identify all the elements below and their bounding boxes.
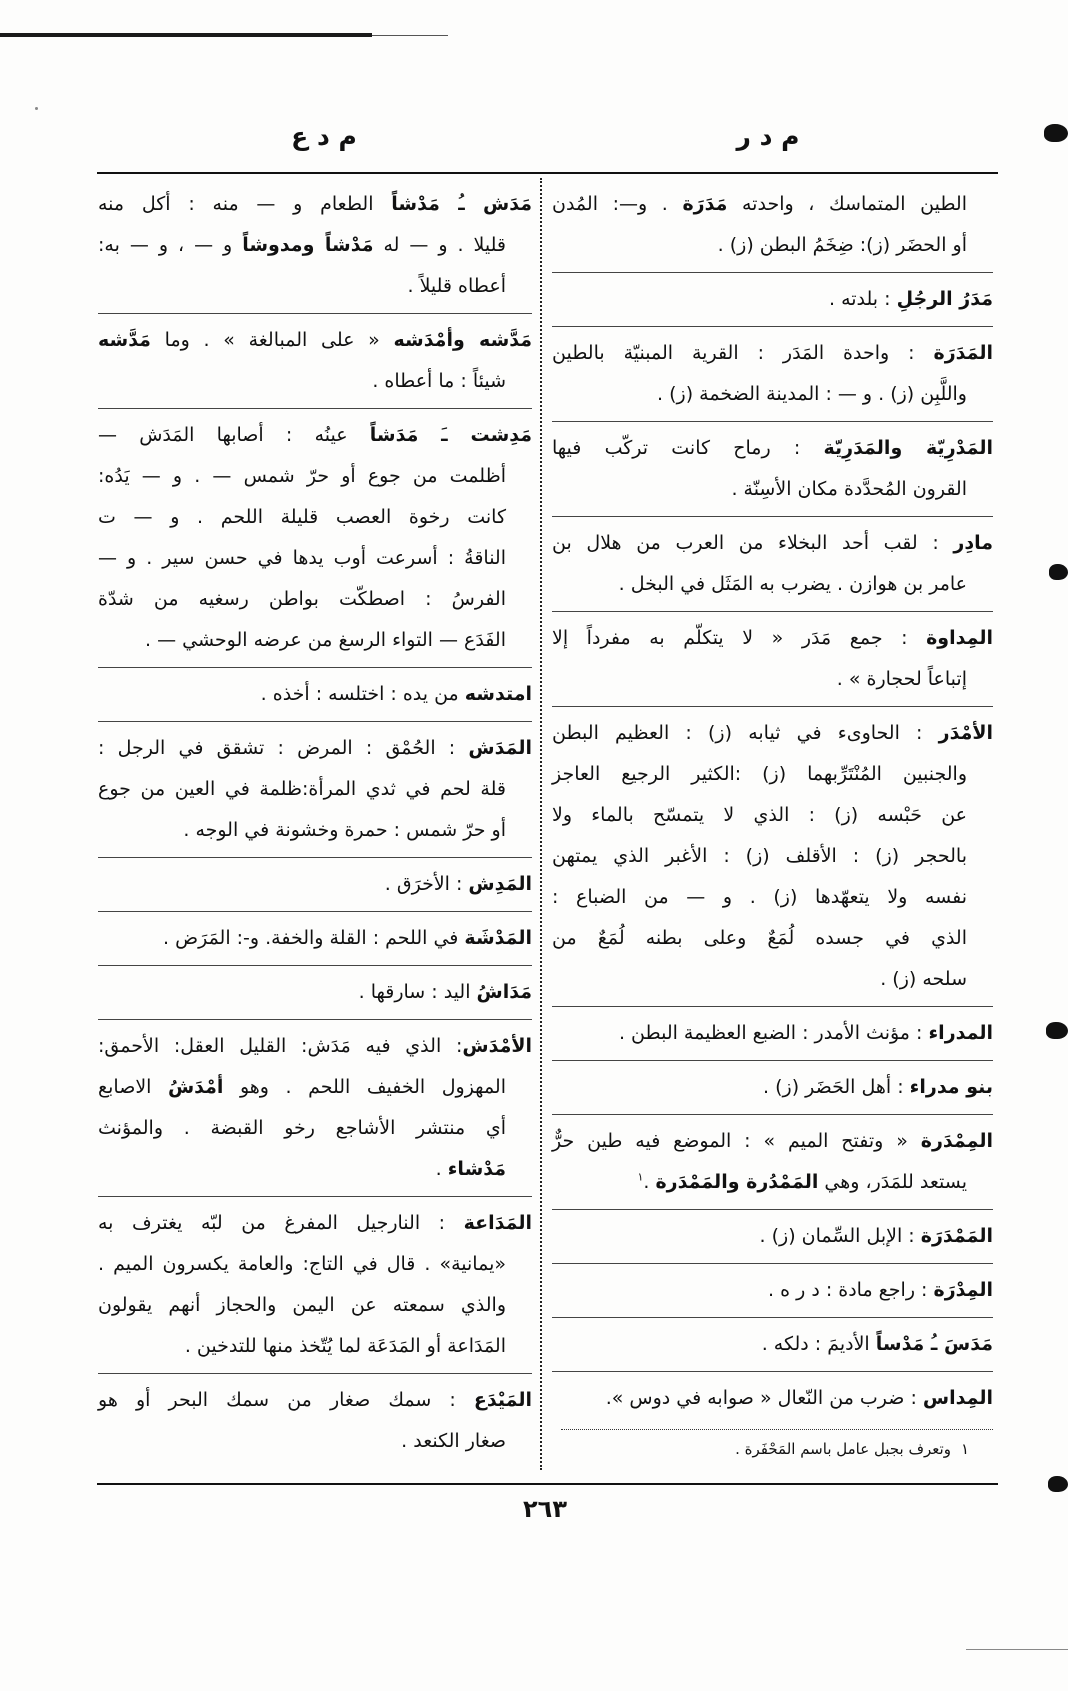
entry-line [98, 864, 532, 905]
entry-line [98, 674, 532, 715]
entry-line [552, 184, 993, 225]
entry-line [552, 1162, 993, 1203]
dictionary-entry [98, 1373, 532, 1468]
definition-text: يستعد للمَدَر، وهي [818, 1171, 967, 1193]
entry-line [98, 184, 532, 225]
definition-text: سلحه (ز) . [880, 968, 967, 990]
entry-line [98, 918, 532, 959]
dictionary-entry [98, 857, 532, 911]
entry-line [552, 836, 993, 877]
definition-text: : مؤنث الأمدر : الضبع العظيمة البطن . [618, 1022, 929, 1044]
running-header-left: م د ع [291, 122, 357, 151]
page-number: ٢٦٣ [523, 1495, 567, 1523]
entry-line [552, 1378, 993, 1419]
footer-rule [97, 1483, 998, 1485]
entry-line [552, 618, 993, 659]
entry-line [552, 918, 993, 959]
scan-corner-line [966, 1649, 1068, 1650]
headword: مَدْشاء [447, 1158, 506, 1180]
definition-text: المهزول الخفيف اللحم . وهو [223, 1076, 506, 1098]
dictionary-entry [552, 421, 993, 516]
entry-line [98, 456, 532, 497]
entry-line [98, 1285, 532, 1326]
headword: الأمْدَش [462, 1035, 532, 1057]
definition-text: المَدَاعة أو المَدَعَة لما يُتّخذ منها للتدخين . [184, 1335, 506, 1357]
definition-text: اليد : سارقها . [358, 981, 477, 1003]
scan-top-edge-rule [0, 33, 372, 37]
definition-text: كانت رخوة العصب قليلة اللحم . و — ت [98, 506, 506, 528]
dictionary-entry [552, 272, 993, 326]
definition-text: الذي في جسده لُمَعٌ وعلى بطنه لُمَعٌ من [552, 927, 967, 949]
definition-text: : لقب أحد البخلاء من العرب من هلال بن [552, 532, 954, 554]
headword: المِداس [922, 1387, 993, 1409]
entry-line [98, 1380, 532, 1421]
definition-text: « على المبالغة » . وما [150, 329, 394, 351]
footnote [561, 1434, 993, 1464]
definition-text: : رماح كانت تركّب فيها [552, 437, 824, 459]
headword: مَدِشت ـَ مَدَشاً [369, 424, 532, 446]
entry-line [552, 564, 993, 605]
definition-text: واللَّبِن (ز) . و — : المدينة الضخمة (ز) . [657, 383, 967, 405]
dictionary-entry [552, 516, 993, 611]
definition-text: . [435, 1158, 448, 1180]
footnote-marker: ١ [960, 1440, 969, 1458]
scan-top-edge-rule-thin [372, 35, 448, 36]
entry-line [98, 415, 532, 456]
definition-text: : بلدته . [828, 288, 897, 310]
headword: بنو مدراء [909, 1076, 993, 1098]
definition-text: : الحاوىء في ثيابه (ز) : العظيم البطن [552, 722, 939, 744]
entry-line [98, 320, 532, 361]
headword: المَمْدُرة والمَمْدَرة [655, 1171, 819, 1193]
entry-line [552, 1216, 993, 1257]
headword: مَدَاشُ [476, 981, 532, 1003]
entry-line [98, 769, 532, 810]
definition-text: أو حرّ شمس : حمرة وخشونة في الوجه . [183, 819, 506, 841]
definition-text: : النارجيل المفرغ من لبّه يغترف به [98, 1212, 464, 1234]
definition-text: : أهل الحَضَر (ز) . [763, 1076, 910, 1098]
entry-line [552, 1121, 993, 1162]
dictionary-entry [552, 326, 993, 421]
entry-line [552, 428, 993, 469]
definition-text: : ضرب من النّعال « صوابه في دوس ». [605, 1387, 923, 1409]
entry-line [98, 728, 532, 769]
entry-line [552, 374, 993, 415]
entry-line [552, 1013, 993, 1054]
dictionary-entry [552, 1006, 993, 1060]
entry-line [552, 1324, 993, 1365]
entry-line [98, 1108, 532, 1149]
definition-text: قليلا . و — له [373, 234, 506, 256]
definition-text: الأديمَ : دلكه . [761, 1333, 876, 1355]
entry-line [552, 1067, 993, 1108]
definition-text: نفسه ولا يتعهّدها (ز) . و — من الضباع : [552, 886, 967, 908]
definition-text: عامر بن هوازن . يضرب به المَثَل في البخل . [618, 573, 967, 595]
definition-text: إتباعاً لحجارة » . [836, 668, 967, 690]
definition-text: : جمع مَدَر « لا يتكلّم به مفرداً إلا [552, 627, 927, 649]
dictionary-entry [552, 1114, 993, 1209]
dictionary-entry [552, 1209, 993, 1263]
headword: المَدَاعة [463, 1212, 532, 1234]
definition-text: والجنبين المُنْتَرِّبهما (ز) :الكثير الرجيع العاجز [552, 763, 967, 785]
headword: مَدَش ـُ مَدْشاً [391, 193, 532, 215]
headword: المِمْدَرة [920, 1130, 993, 1152]
entry-line [552, 1270, 993, 1311]
definition-text: قلة لحم في ثدي المرأة:ظلمة في العين من جوع [98, 778, 506, 800]
entry-line [98, 620, 532, 661]
dictionary-entry [552, 178, 993, 272]
headword: أمْدَشُ [167, 1076, 224, 1098]
headword: المدراء [928, 1022, 993, 1044]
dictionary-entry [98, 1196, 532, 1373]
footnote-text: وتعرف بجبل عامل باسم المَحْفَرة . [735, 1440, 951, 1458]
headword: امتدشه [464, 683, 532, 705]
definition-text: الطين المتماسك ، واحدته [727, 193, 967, 215]
entry-line [98, 497, 532, 538]
dictionary-entry [552, 706, 993, 1006]
dictionary-entry [98, 1019, 532, 1196]
dictionary-entry [98, 667, 532, 721]
headword: مَدْشاً ومدوشاً [242, 234, 374, 256]
definition-text: : الذي فيه مَدَش: القليل العقل: الأحمق: [98, 1035, 463, 1057]
definition-text: عينُه : أصابها المَدَش — [98, 424, 370, 446]
definition-text: الفَدَع — التواء الرسغ من عرضه الوحشي — . [145, 629, 506, 651]
entry-line [552, 225, 993, 266]
dictionary-entry [552, 1060, 993, 1114]
definition-text: والذي سمعته عن اليمن والحجاز أنهم يقولون [98, 1294, 506, 1316]
scan-speck [35, 107, 38, 110]
dictionary-entry [98, 313, 532, 408]
definition-text: أي منتشر الأشاجع رخو القبضة . والمؤنث [98, 1117, 506, 1139]
definition-text: من يده : اختلسه : أخذه . [260, 683, 465, 705]
definition-text: شيئاً : ما أعطاه . [372, 370, 506, 392]
definition-text: أو الحضَر (ز): ضِخَمُ البطن (ز) . [717, 234, 967, 256]
headword: المَدَش [468, 737, 532, 759]
definition-text: أظلمت من جوع أو حرّ شمس — . و — يَدُه: [98, 465, 506, 487]
entry-line [98, 225, 532, 266]
definition-text: القرون المُحدَّدة مكان الأسِنّة . [731, 478, 967, 500]
entry-line [552, 279, 993, 320]
headword: مَدَّشه وأمْدَشه [393, 329, 532, 351]
entry-line [98, 810, 532, 851]
headword: مَدَسَ ـُ مَدْساً [875, 1333, 993, 1355]
definition-text: : سمك صغار من سمك البحر أو هو [98, 1389, 474, 1411]
entry-line [98, 1067, 532, 1108]
definition-text: بالحجر (ز) : الأقلف (ز) : الأغبر الذي يمتهن [552, 845, 967, 867]
definition-text: : واحدة المَدَر : القرية المبنيّة بالطين [552, 342, 934, 364]
entry-line [98, 361, 532, 402]
margin-mark [1046, 1022, 1068, 1039]
dictionary-entry [98, 408, 532, 667]
headword: مَدَرُ الرجُلِ [896, 288, 993, 310]
headword: مَدَّشه [98, 329, 151, 351]
right-column [552, 178, 993, 1425]
headword: المَيْدَع [473, 1389, 532, 1411]
running-header-right: م د ر [736, 122, 800, 151]
dictionary-entry [98, 911, 532, 965]
entry-line [98, 972, 532, 1013]
entry-line [552, 877, 993, 918]
entry-line [98, 266, 532, 307]
dictionary-entry [98, 965, 532, 1019]
headword: المِدْرَة [933, 1279, 993, 1301]
definition-text: صغار الكنعد . [401, 1430, 506, 1452]
entry-line [98, 1026, 532, 1067]
dictionary-entry [552, 1263, 993, 1317]
definition-text: : الحُمْق : المرض : تشقق في الرجل : [98, 737, 469, 759]
dictionary-entry [552, 611, 993, 706]
definition-text: « وتفتح الميم » : الموضع فيه طين حرٌّ [552, 1130, 921, 1152]
entry-line [98, 579, 532, 620]
entry-line [98, 1203, 532, 1244]
entry-line [98, 1326, 532, 1367]
definition-text: . [643, 1171, 656, 1193]
entry-line [552, 713, 993, 754]
definition-text: عن حَبْسه (ز) : الذي لا يتمسّح بالماء ولا [552, 804, 967, 826]
entry-line [98, 1244, 532, 1285]
definition-text: : الإبل السِّمان (ز) . [759, 1225, 921, 1247]
headword: المَدِش [468, 873, 532, 895]
definition-text: «يمانية» . قال في التاج: والعامة يكسرون الميم . [98, 1253, 506, 1275]
definition-text: : راجع مادة : د ر ه . [768, 1279, 934, 1301]
headword: المَدْرِيّة والمَدَرِيّة [823, 437, 993, 459]
entry-line [552, 659, 993, 700]
entry-line [98, 538, 532, 579]
definition-text: أعطاه قليلاً . [407, 275, 506, 297]
definition-text: و — ، و — به: [98, 234, 243, 256]
dictionary-entry [98, 721, 532, 857]
margin-mark [1049, 564, 1068, 580]
headword: المَدْشَة [464, 927, 532, 949]
dictionary-entry [552, 1317, 993, 1371]
definition-text: الفرسُ : اصطكّت بواطن رسغيه من شدّة [98, 588, 506, 610]
headword: مادِر [953, 532, 993, 554]
margin-mark [1044, 124, 1068, 142]
headword: المِداوة [926, 627, 993, 649]
column-divider [540, 178, 542, 1470]
entry-line [552, 959, 993, 1000]
footnote-ref: ١ [637, 1170, 644, 1184]
headword: المَدَرَة [933, 342, 993, 364]
margin-mark [1048, 1476, 1068, 1492]
left-column [98, 178, 532, 1468]
definition-text: . و—: المُدن [552, 193, 683, 215]
header-rule [97, 172, 998, 174]
entry-line [552, 469, 993, 510]
definition-text: في اللحم : القلة والخفة. و-: المَرَض . [163, 927, 465, 949]
definition-text: الطعام و — منه : أكل منه [98, 193, 392, 215]
headword: مَدَرَة [682, 193, 728, 215]
definition-text: الناقةُ : أسرعت أوب يدها في حسن سير . و — [98, 547, 506, 569]
entry-line [98, 1149, 532, 1190]
headword: المَمْدَرَة [920, 1225, 993, 1247]
headword: الأمْدَر [938, 722, 993, 744]
footnote-rule [561, 1429, 993, 1430]
entry-line [552, 333, 993, 374]
entry-line [552, 523, 993, 564]
entry-line [552, 754, 993, 795]
dictionary-entry [98, 178, 532, 313]
definition-text: الاصابع [98, 1076, 168, 1098]
dictionary-entry [552, 1371, 993, 1425]
entry-line [98, 1421, 532, 1462]
entry-line [552, 795, 993, 836]
definition-text: : الأخرَق . [384, 873, 469, 895]
